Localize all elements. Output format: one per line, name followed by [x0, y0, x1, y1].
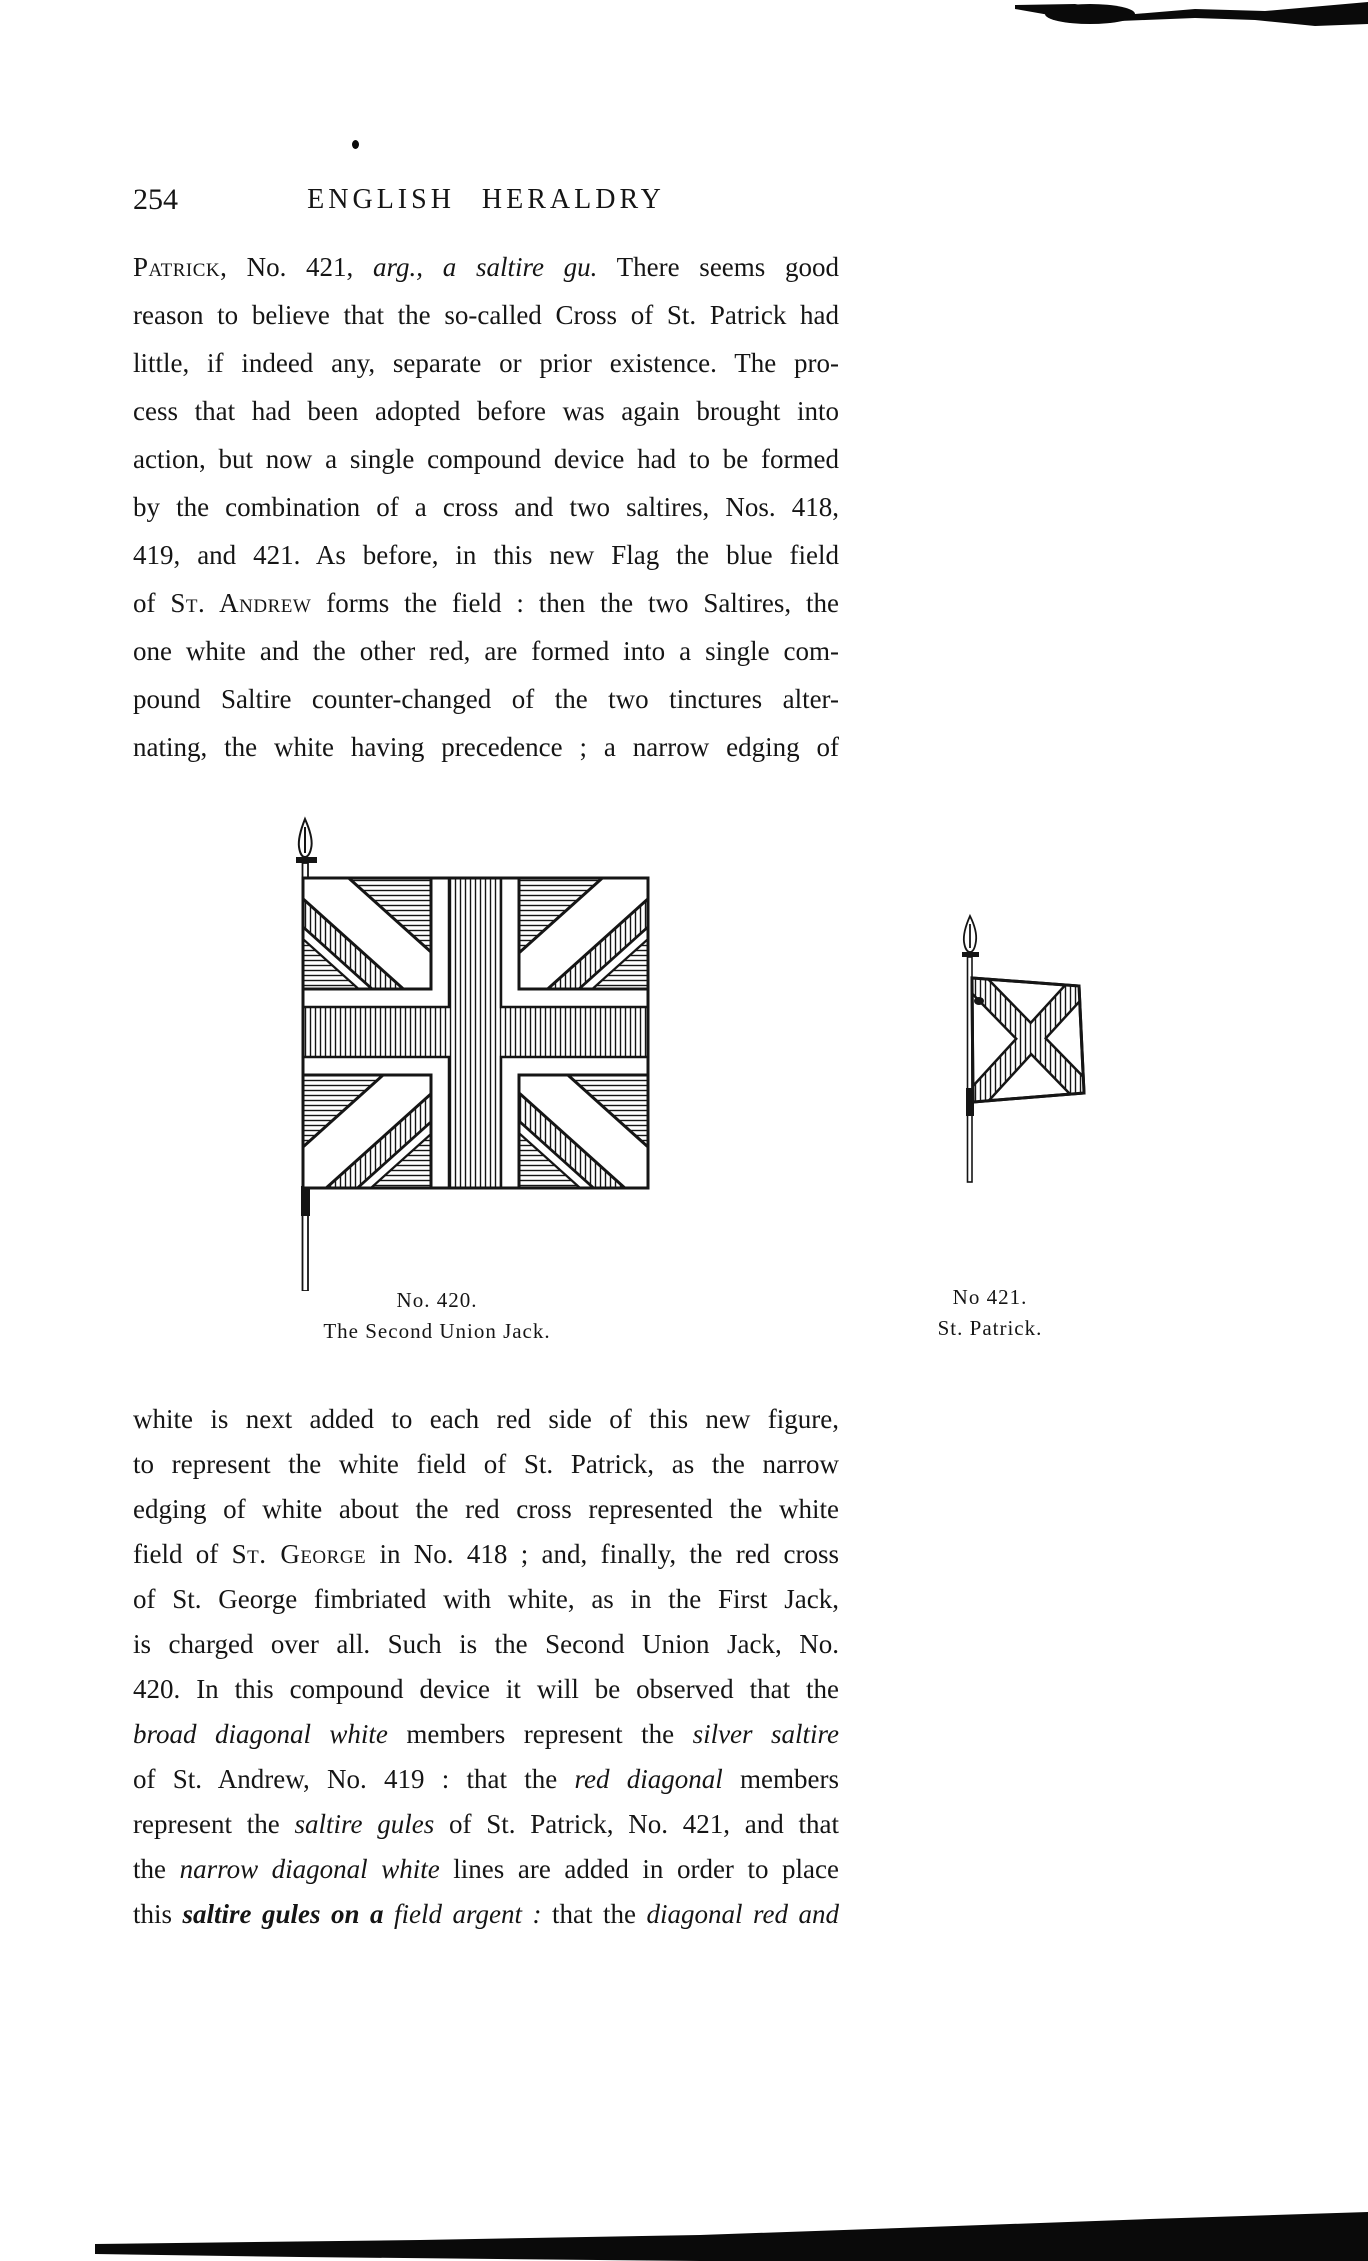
text-line: to represent the white field of St. Patrick, as the narrow: [133, 1449, 839, 1479]
text-line: cess that had been adopted before was again brought into: [133, 396, 839, 426]
text-line: edging of white about the red cross represented the white: [133, 1494, 839, 1524]
text-line: broad diagonal white members represent the silver saltire: [133, 1719, 839, 1749]
body-paragraph-1: [133, 243, 839, 771]
ink-dot: [352, 140, 359, 149]
text-line: is charged over all. Such is the Second Union Jack, No.: [133, 1629, 839, 1659]
text-line: by the combination of a cross and two saltires, Nos. 418,: [133, 492, 839, 522]
scan-artifact-top: [1015, 0, 1368, 30]
st-patrick-flag-illustration: [948, 912, 1098, 1187]
text-line: one white and the other red, are formed into a single com-: [133, 636, 839, 666]
text-line: this saltire gules on a field argent : that the diagonal red and: [133, 1899, 839, 1929]
text-line: white is next added to each red side of this new figure,: [133, 1404, 839, 1434]
text-line: 419, and 421. As before, in this new Flag the blue field: [133, 540, 839, 570]
text-line: of St. George fimbriated with white, as in the First Jack,: [133, 1584, 839, 1614]
text-line: field of St. George in No. 418 ; and, finally, the red cross: [133, 1539, 839, 1569]
page-number: 254: [133, 183, 178, 216]
figure-caption-union-jack: [217, 1285, 657, 1347]
text-line: 420. In this compound device it will be observed that the: [133, 1674, 839, 1704]
body-paragraph-2: [133, 1397, 839, 1937]
figure-caption-st-patrick: [870, 1282, 1110, 1344]
figure-caption-title: The Second Union Jack.: [323, 1319, 551, 1343]
text-line: Patrick, No. 421, arg., a saltire gu. There seems good: [133, 252, 839, 282]
figure-caption-number: No. 420.: [396, 1288, 478, 1312]
text-line: of St. Andrew, No. 419 : that the red diagonal members: [133, 1764, 839, 1794]
union-jack-flag-illustration: [293, 813, 655, 1291]
text-line: of St. Andrew forms the field : then the two Saltires, the: [133, 588, 839, 618]
text-line: represent the saltire gules of St. Patrick, No. 421, and that: [133, 1809, 839, 1839]
scan-artifact-bottom: [0, 2200, 1368, 2261]
text-line: action, but now a single compound device had to be formed: [133, 444, 839, 474]
text-line: the narrow diagonal white lines are added in order to place: [133, 1854, 839, 1884]
text-line: nating, the white having precedence ; a narrow edging of: [133, 732, 839, 762]
text-line: pound Saltire counter-changed of the two tinctures alter-: [133, 684, 839, 714]
figure-caption-title: St. Patrick.: [937, 1316, 1043, 1340]
figure-caption-number: No 421.: [952, 1285, 1028, 1309]
running-header: ENGLISH HERALDRY: [307, 184, 665, 215]
text-line: little, if indeed any, separate or prior existence. The pro-: [133, 348, 839, 378]
text-line: reason to believe that the so-called Cross of St. Patrick had: [133, 300, 839, 330]
